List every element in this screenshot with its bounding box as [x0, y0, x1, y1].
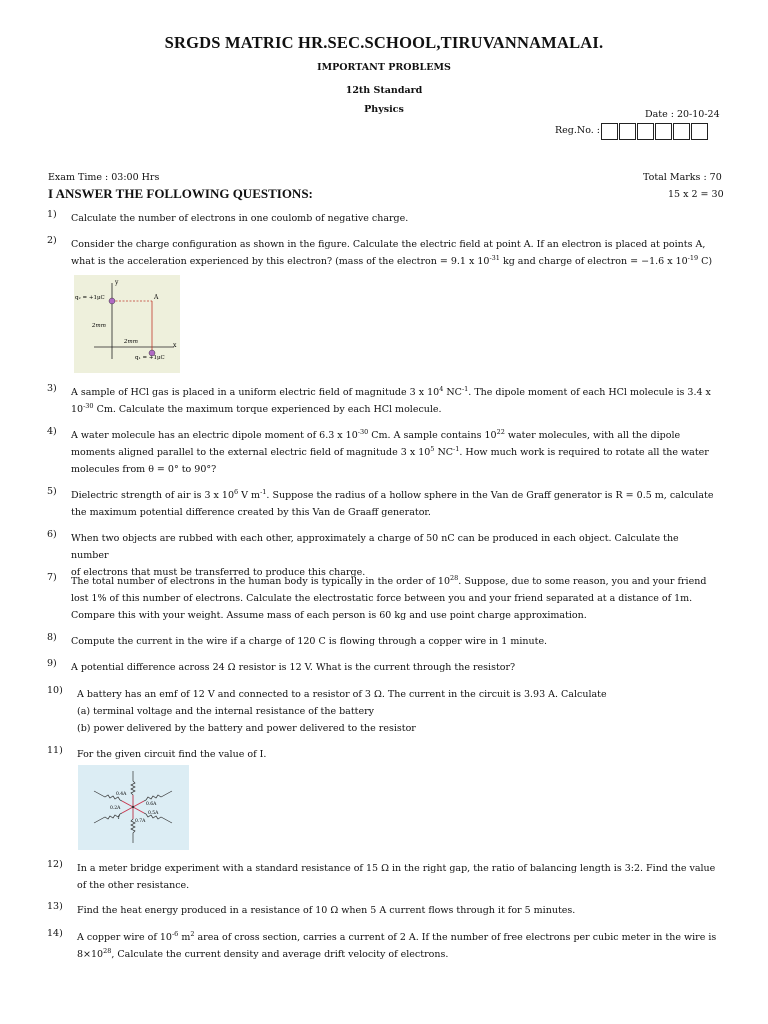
question-line: When two objects are rubbed with each other, approximately a charge of 50 nC can be produced in each object. Calculate the number: [71, 533, 679, 561]
current-label: 0.2A: [110, 806, 121, 811]
current-label: 0.7A: [135, 819, 146, 824]
y-axis-label: y: [115, 279, 119, 286]
question-line: (a) terminal voltage and the internal resistance of the battery: [77, 706, 374, 717]
question-text: [77, 746, 722, 763]
question-number: 6): [47, 529, 57, 540]
charge-configuration-figure: [74, 275, 180, 373]
question-line: A sample of HCl gas is placed in a uniform electric field of magnitude 3 x $10^4$ $NC^{-1}$. The dipole moment of each HCl molecule is 3.4 x: [71, 385, 711, 398]
question-number: 12): [47, 859, 63, 870]
question-line: lost 1% of this number of electrons. Calculate the electrostatic force between you and your friend separated at a distance of 1m.: [71, 593, 693, 604]
regno-box[interactable]: [619, 123, 636, 140]
charge-diagram: [74, 275, 180, 373]
question-line: of the other resistance.: [77, 880, 190, 891]
question-line: Find the heat energy produced in a resistance of 10 Ω when 5 A current flows through it for 5 minutes.: [77, 905, 576, 916]
question-line: of electrons that must be transferred to produce this charge.: [71, 567, 366, 578]
question-line: A copper wire of $10^{-6}$ $m^2$ area of cross section, carries a current of 2 A. If the number of free electrons per cubic meter in the wire is: [77, 930, 717, 943]
current-label: 0.5A: [148, 811, 159, 816]
question-text: [71, 487, 716, 521]
section-marks: 15 x 2 = 30: [668, 189, 724, 200]
question-text: [71, 384, 716, 418]
current-label: 0.4A: [116, 792, 127, 797]
resistor-wire: [94, 791, 133, 807]
exam-time: Exam Time : 03:00 Hrs: [48, 172, 160, 183]
question-line: the maximum potential difference created by this Van de Graaff generator.: [71, 507, 431, 518]
subject-label: Physics: [364, 104, 404, 115]
total-marks: Total Marks : 70: [643, 172, 722, 183]
question-number: 10): [47, 685, 63, 696]
regno-box[interactable]: [673, 123, 690, 140]
question-line: (b) power delivered by the battery and power delivered to the resistor: [77, 723, 416, 734]
question-text: [77, 902, 722, 919]
question-text: [77, 686, 722, 737]
circuit-junction-figure: [78, 765, 189, 850]
question-number: 3): [47, 383, 57, 394]
point-a-label: A: [154, 294, 159, 301]
question-text: [71, 633, 716, 650]
question-line: Compute the current in the wire if a charge of 120 C is flowing through a copper wire in 1 minute.: [71, 636, 548, 647]
charge-q2: [109, 298, 115, 304]
question-line: A water molecule has an electric dipole moment of 6.3 x $10^{-30}$ Cm. A sample contains $10^{22}$ water molecules, with all the dipole: [71, 428, 681, 441]
standard-label: 12th Standard: [345, 85, 423, 96]
question-line: For the given circuit find the value of I.: [77, 749, 267, 760]
junction-diagram: [78, 765, 189, 850]
x-axis-label: x: [173, 342, 177, 349]
regno-box[interactable]: [655, 123, 672, 140]
question-line: molecules from θ = 0° to 90°?: [71, 464, 217, 475]
question-line: moments aligned parallel to the external electric field of magnitude 3 x $10^5$ $NC^{-1}$. How much work is required to rotate all the water: [71, 445, 709, 458]
question-line: A potential difference across 24 Ω resistor is 12 V. What is the current through the resistor?: [71, 662, 516, 673]
regno-label: Reg.No. :: [555, 125, 600, 136]
question-line: Compare this with your weight. Assume mass of each person is 60 kg and use point charge approximation.: [71, 610, 587, 621]
question-text: [77, 929, 722, 963]
question-line: In a meter bridge experiment with a standard resistance of 15 Ω in the right gap, the ratio of balancing length is 3:2. Find the value: [77, 863, 716, 874]
question-line: $8\times 10^{28}$, Calculate the current density and average drift velocity of electrons.: [77, 947, 449, 960]
question-text: [71, 573, 716, 624]
q2-label: q₂ = +1μC: [75, 295, 105, 301]
question-line: $10^{-30}$ Cm. Calculate the maximum torque experienced by each HCl molecule.: [71, 402, 442, 415]
question-number: 7): [47, 572, 57, 583]
exam-date: Date : 20-10-24: [645, 109, 720, 120]
q1-label: q₁ = +1μC: [135, 355, 165, 361]
question-number: 9): [47, 658, 57, 669]
question-line: what is the acceleration experienced by this electron? (mass of the electron = 9.1 x $10^{-31}$ kg and charge of electron = −1.6 x $10^{-19}$ C): [71, 254, 713, 267]
question-number: 13): [47, 901, 63, 912]
regno-boxes[interactable]: [601, 123, 709, 140]
question-text: [71, 659, 716, 676]
junction-node: [132, 806, 134, 808]
question-number: 4): [47, 426, 57, 437]
question-text: [71, 210, 716, 227]
question-number: 5): [47, 486, 57, 497]
horizontal-distance-label: 2mm: [124, 339, 138, 345]
vertical-distance-label: 2mm: [92, 323, 106, 329]
regno-box[interactable]: [601, 123, 618, 140]
document-subtitle: IMPORTANT PROBLEMS: [317, 62, 451, 73]
question-number: 8): [47, 632, 57, 643]
question-line: Consider the charge configuration as shown in the figure. Calculate the electric field at point A. If an electron is placed at points A,: [71, 239, 706, 250]
question-number: 11): [47, 745, 63, 756]
regno-box[interactable]: [691, 123, 708, 140]
question-text: [77, 860, 722, 894]
question-number: 14): [47, 928, 63, 939]
question-text: [71, 236, 716, 270]
question-text: [71, 427, 716, 478]
question-line: A battery has an emf of 12 V and connected to a resistor of 3 Ω. The current in the circuit is 3.93 A. Calculate: [77, 689, 607, 700]
question-number: 1): [47, 209, 57, 220]
school-name: SRGDS MATRIC HR.SEC.SCHOOL,TIRUVANNAMALAI.: [164, 33, 604, 52]
question-line: Dielectric strength of air is 3 x $10^6$ V $m^{-1}$. Suppose the radius of a hollow sphere in the Van de Graff generator is R = 0.5 m, calculate: [71, 488, 714, 501]
question-number: 2): [47, 235, 57, 246]
current-label: I: [118, 816, 120, 821]
current-label: 0.6A: [146, 802, 157, 807]
question-line: Calculate the number of electrons in one coulomb of negative charge.: [71, 213, 409, 224]
section-title: I ANSWER THE FOLLOWING QUESTIONS:: [48, 186, 313, 201]
regno-box[interactable]: [637, 123, 654, 140]
question-line: The total number of electrons in the human body is typically in the order of $10^{28}$. Suppose, due to some reason, you and your friend: [71, 574, 707, 587]
